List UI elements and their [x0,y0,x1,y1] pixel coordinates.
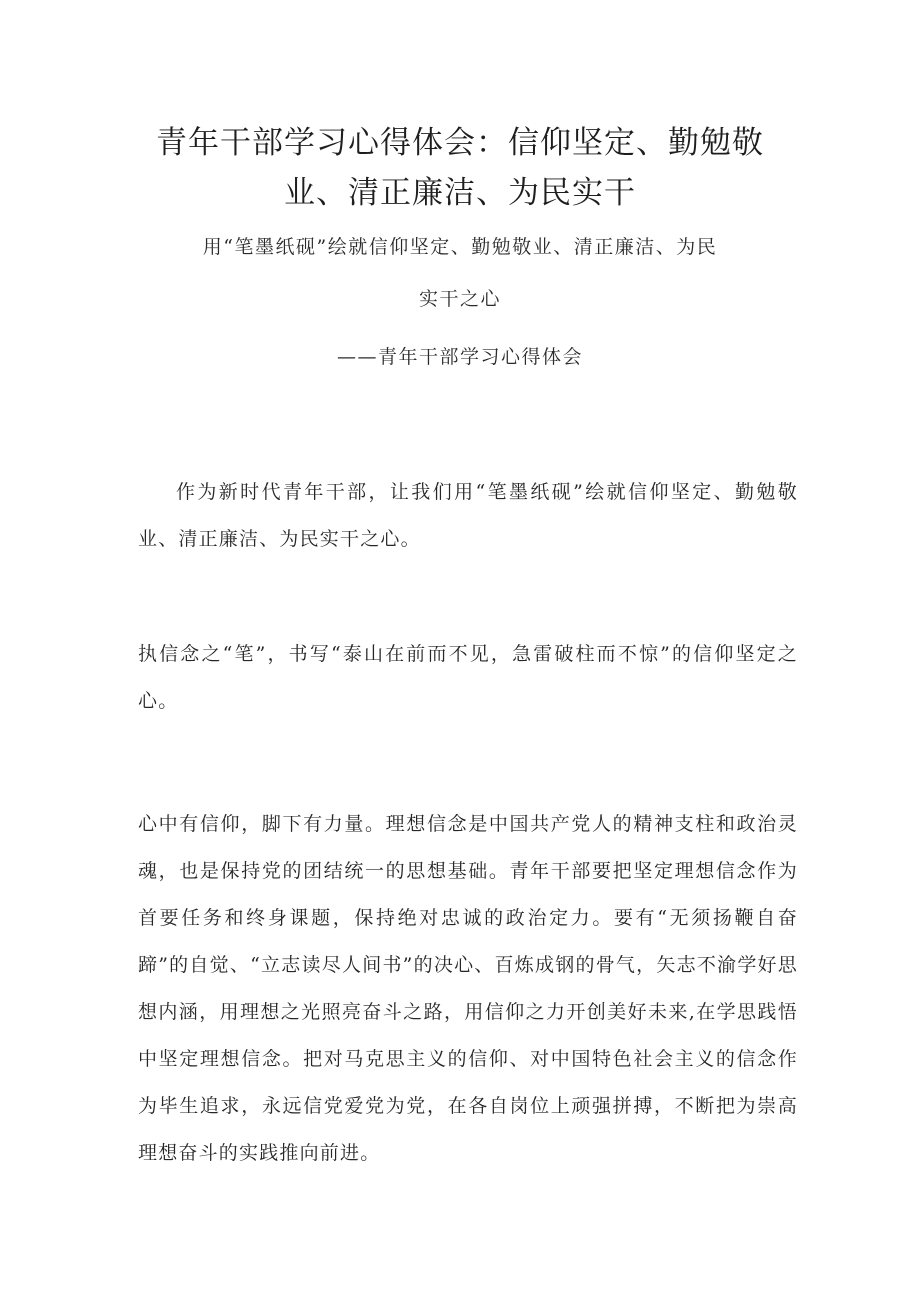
document-title: 青年干部学习心得体会：信仰坚定、勤勉敬业、清正廉洁、为民实干 [156,125,764,211]
paragraph-body: 心中有信仰，脚下有力量。理想信念是中国共产党人的精神支柱和政治灵魂，也是保持党的团结统一的思想基础。青年干部要把坚定理想信念作为首要任务和终身课题，保持绝对忠诚的政治定力。要有“无须扬鞭自奋蹄”的自觉、“立志读尽人间书”的决心、百炼成钢的骨气，矢志不渝学好思想内涵，用理想之光照亮奋斗之路，用信仰之力开创美好未来,在学思践悟中坚定理想信念。把对马克思主义的信仰、对中国特色社会主义的信念作为毕生追求，永远信党爱党为党，在各自岗位上顽强拼搏，不断把为崇高理想奋斗的实践推向前进。 [138,813,798,1164]
subtitle-attribution: ——青年干部学习心得体会 [336,346,583,368]
subtitle-line-1: 用“笔墨纸砚”绘就信仰坚定、勤勉敬业、清正廉洁、为民 [202,236,718,258]
paragraph-intro: 作为新时代青年干部，让我们用“笔墨纸砚”绘就信仰坚定、勤勉敬业、清正廉洁、为民实干之心。 [138,481,798,550]
subtitle-line-2: 实干之心 [418,288,501,310]
paragraph-section-heading: 执信念之“笔”，书写“泰山在前而不见，急雷破柱而不惊”的信仰坚定之心。 [138,643,798,712]
